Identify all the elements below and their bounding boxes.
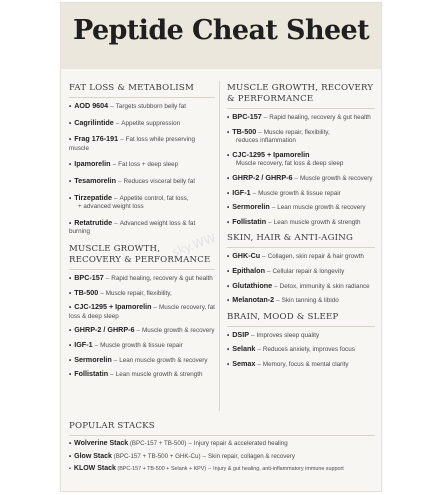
peptide-name: CJC-1295 + Ipamorelin — [232, 149, 310, 159]
peptide-desc: Muscle growth & tissue repair — [100, 341, 183, 349]
peptide-name: CJC-1295 + Ipamorelin — [74, 302, 152, 312]
dash-separator: – — [136, 327, 141, 335]
list-item — [69, 341, 215, 351]
dash-separator: – — [113, 356, 118, 364]
list-item — [227, 331, 375, 341]
list-item — [227, 218, 375, 228]
stack-item — [69, 440, 375, 449]
list-item — [69, 303, 215, 321]
peptide-desc: Collagen, skin repair & hair growth — [267, 253, 364, 261]
bullet-icon: • — [69, 304, 72, 312]
peptide-desc-line2: + advanced weight loss — [78, 203, 144, 211]
list-item — [69, 326, 215, 336]
dash-separator: – — [115, 119, 120, 127]
bullet-icon: • — [227, 253, 230, 261]
peptide-name: TB-500 — [74, 287, 99, 297]
section-fat-loss — [69, 83, 215, 237]
bullet-icon: • — [69, 119, 72, 127]
stack-desc: Injury & gut healing, anti-inflammatory immune support — [213, 466, 344, 473]
bullet-icon: • — [69, 341, 72, 349]
dash-separator: – — [202, 452, 206, 460]
dash-separator: – — [110, 103, 114, 110]
bullet-icon: • — [227, 189, 230, 197]
peptide-name: Sermorelin — [74, 354, 112, 364]
peptide-desc: Lean muscle growth & recovery — [277, 204, 366, 212]
bullet-icon: • — [227, 331, 230, 339]
dash-separator: – — [114, 194, 118, 202]
bullet-icon: • — [69, 136, 72, 144]
peptide-desc: Targets stubborn belly fat — [115, 103, 187, 110]
section-popular-stacks — [69, 421, 375, 478]
section-heading: MUSCLE GROWTH, RECOVERY & PERFORMANCE — [227, 83, 374, 104]
dash-separator: – — [276, 297, 280, 305]
dash-separator: – — [208, 466, 212, 473]
peptide-name: Follistatin — [74, 369, 109, 379]
peptide-name: DSIP — [232, 329, 249, 339]
bullet-icon: • — [69, 289, 72, 297]
heading-rule — [227, 326, 375, 327]
peptide-name: Glutathione — [232, 280, 273, 290]
peptide-desc: Muscle repair, flexibility, — [263, 128, 330, 136]
list-item — [227, 282, 375, 292]
peptide-desc: Appetite suppression — [121, 119, 181, 127]
bullet-icon: • — [227, 218, 230, 226]
peptide-desc: Fat loss + deep sleep — [118, 161, 179, 169]
bullet-icon: • — [227, 360, 230, 368]
peptide-name: Frag 176-191 — [74, 134, 119, 144]
bullet-icon: • — [227, 282, 230, 290]
list-item — [227, 151, 375, 169]
bullet-icon: • — [69, 274, 72, 282]
stack-item — [69, 453, 375, 462]
list-item — [227, 113, 375, 123]
heading-rule — [227, 108, 375, 109]
peptide-desc: Memory, focus & mental clarity — [262, 360, 349, 368]
heading-rule — [227, 247, 375, 248]
peptide-name: Tirzepatide — [74, 192, 113, 202]
dash-separator: – — [271, 204, 276, 212]
section-heading: POPULAR STACKS — [69, 421, 155, 431]
bullet-icon: • — [69, 177, 72, 185]
peptide-name: AOD 9604 — [74, 101, 109, 110]
stack-parts: (BPC-157 + TB-500) — [129, 440, 187, 447]
section-heading: MUSCLE GROWTH, RECOVERY & PERFORMANCE — [69, 243, 211, 265]
bullet-icon: • — [69, 371, 72, 379]
stack-parts: (BPC-157 + TB-500 + Selank + KPV) — [117, 466, 207, 473]
list-item — [227, 267, 375, 277]
list-item — [69, 160, 215, 170]
dash-separator: – — [110, 371, 114, 379]
peptide-desc: Rapid healing, recovery & gut health — [269, 114, 371, 121]
bullet-icon: • — [227, 114, 230, 121]
peptide-desc: Lean muscle growth & recovery — [119, 356, 208, 364]
stack-name: Wolverine Stack — [74, 440, 129, 447]
section-heading: FAT LOSS & METABOLISM — [69, 83, 194, 93]
peptide-desc: Advanced weight loss & fat burning — [69, 219, 196, 236]
bullet-icon: • — [69, 103, 72, 110]
list-item — [227, 174, 375, 184]
bullet-icon: • — [69, 219, 72, 227]
cheat-sheet-poster — [60, 2, 382, 492]
dash-separator: – — [294, 174, 299, 182]
peptide-name: Cagrilintide — [74, 117, 114, 127]
peptide-desc: Cellular repair & longevity — [272, 267, 345, 275]
dash-separator: – — [153, 304, 158, 312]
peptide-name: IGF-1 — [232, 187, 251, 197]
list-item — [69, 289, 215, 299]
dash-separator: – — [114, 219, 118, 227]
peptide-desc: Skin tanning & libido — [281, 297, 339, 305]
peptide-desc: Fat loss while preserving muscle — [69, 136, 195, 152]
bullet-icon: • — [69, 452, 72, 460]
peptide-name: Tesamorelin — [74, 175, 117, 185]
bullet-icon: • — [227, 346, 230, 354]
peptide-desc: Muscle growth & recovery — [300, 174, 373, 182]
list-item — [227, 296, 375, 306]
peptide-name: GHRP-2 / GHRP-6 — [74, 325, 135, 335]
peptide-name: GHK-Cu — [232, 251, 261, 261]
dash-separator: – — [94, 341, 99, 349]
peptide-desc: Muscle growth & tissue repair — [258, 189, 341, 197]
peptide-name: Sermorelin — [232, 202, 270, 212]
peptide-desc-line2: Muscle recovery, fat loss & deep sleep — [236, 160, 344, 168]
list-item — [227, 203, 375, 213]
heading-rule — [69, 269, 215, 270]
peptide-desc: Lean muscle growth & strength — [115, 371, 203, 379]
peptide-desc: Improves sleep quality — [256, 331, 320, 339]
stack-name: KLOW Stack — [73, 465, 116, 473]
peptide-name: Semax — [232, 358, 256, 368]
dash-separator: – — [252, 189, 257, 197]
left-column — [69, 83, 215, 386]
right-column — [227, 83, 375, 376]
list-item — [69, 219, 215, 237]
bullet-icon: • — [227, 267, 230, 275]
list-item — [227, 360, 375, 370]
bullet-icon: • — [69, 466, 71, 473]
list-item — [227, 252, 375, 262]
peptide-desc-line2: reduces inflammation — [236, 137, 296, 145]
peptide-name: Epithalon — [232, 265, 265, 275]
peptide-name: Melanotan-2 — [232, 295, 275, 305]
dash-separator: – — [188, 440, 192, 447]
watermark: sky.WW — [169, 230, 218, 260]
bullet-icon: • — [227, 128, 230, 136]
dash-separator: – — [105, 274, 110, 282]
section-brain — [227, 312, 375, 370]
stack-item — [69, 465, 375, 474]
peptide-name: BPC-157 — [74, 272, 104, 282]
dash-separator: – — [257, 360, 261, 368]
peptide-desc: Reduces anxiety, improves focus — [262, 346, 355, 354]
dash-separator: – — [263, 114, 268, 121]
peptide-desc: Rapid healing, recovery & gut health — [111, 274, 213, 282]
dash-separator: – — [268, 218, 272, 226]
bullet-icon: • — [69, 356, 72, 364]
peptide-name: BPC-157 — [232, 112, 262, 121]
peptide-name: GHRP-2 / GHRP-6 — [232, 172, 293, 182]
list-item — [69, 370, 215, 380]
section-muscle-left — [69, 244, 215, 380]
stack-desc: Skin repair, collagen & recovery — [207, 452, 295, 460]
list-item — [227, 189, 375, 199]
bullet-icon: • — [69, 161, 72, 169]
peptide-desc: Detox, immunity & skin radiance — [279, 282, 370, 290]
peptide-name: Ipamorelin — [74, 159, 111, 169]
list-item — [69, 177, 215, 187]
section-heading: BRAIN, MOOD & SLEEP — [227, 311, 339, 322]
bullet-icon: • — [69, 327, 72, 335]
dash-separator: – — [118, 177, 122, 185]
peptide-name: Retatrutide — [74, 217, 113, 227]
bullet-icon: • — [69, 194, 72, 202]
peptide-name: Follistatin — [232, 216, 267, 226]
peptide-desc: Reduces visceral belly fat — [123, 177, 195, 185]
section-heading: SKIN, HAIR & ANTI-AGING — [227, 233, 354, 244]
list-item — [69, 119, 215, 129]
dash-separator: – — [112, 161, 117, 169]
peptide-desc: Lean muscle growth & strength — [273, 218, 361, 226]
peptide-desc: Appetite control, fat loss, — [119, 194, 189, 202]
dash-separator: – — [251, 331, 255, 339]
bullet-icon: • — [227, 151, 230, 159]
dash-separator: – — [262, 253, 266, 261]
bullet-icon: • — [69, 440, 72, 447]
list-item — [227, 128, 375, 146]
list-item — [69, 102, 215, 112]
bullet-icon: • — [227, 174, 230, 182]
dash-separator: – — [258, 128, 262, 136]
section-skin — [227, 233, 375, 305]
list-item — [69, 135, 215, 153]
peptide-desc: Muscle growth & recovery — [142, 327, 215, 335]
dash-separator: – — [100, 289, 104, 297]
dash-separator: – — [257, 346, 261, 354]
list-item — [69, 356, 215, 366]
page-title: Peptide Cheat Sheet — [72, 15, 370, 46]
peptide-desc: Muscle recovery, fat loss & deep sleep — [69, 304, 215, 320]
stack-desc: Injury repair & accelerated healing — [193, 440, 288, 447]
peptide-name: Selank — [232, 344, 256, 354]
dash-separator: – — [266, 267, 271, 275]
heading-rule — [69, 435, 375, 436]
section-muscle-right — [227, 83, 375, 227]
list-item — [69, 194, 215, 212]
dash-separator: – — [120, 136, 124, 144]
stack-parts: (BPC-157 + TB-500 + GHK-Cu) — [113, 452, 201, 460]
bullet-icon: • — [227, 297, 230, 305]
dash-separator: – — [274, 282, 278, 290]
list-item — [69, 274, 215, 284]
bullet-icon: • — [227, 204, 230, 212]
peptide-name: IGF-1 — [74, 339, 93, 349]
peptide-name: TB-500 — [232, 126, 257, 136]
column-divider — [219, 81, 220, 411]
heading-rule — [69, 97, 215, 98]
peptide-desc: Muscle repair, flexibility, — [105, 289, 172, 297]
stack-name: Glow Stack — [74, 452, 112, 460]
list-item — [227, 345, 375, 355]
